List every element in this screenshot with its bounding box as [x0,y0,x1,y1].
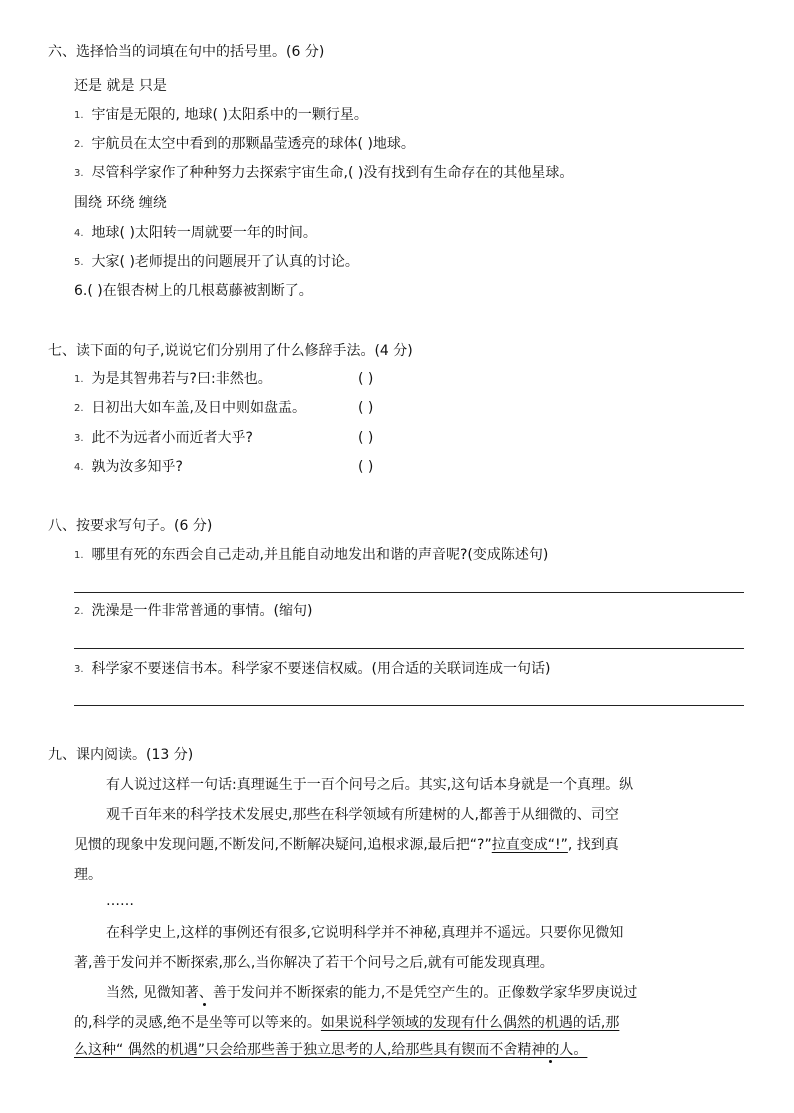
item-text: 大家( )老师提出的问题展开了认真的讨论。 [91,254,359,270]
answer-blank: ( ) [358,430,374,446]
item-text: 科学家不要迷信书本。科学家不要迷信权威。(用合适的关联词连成一句话) [91,661,551,677]
question-6-5 [74,253,359,272]
item-text: 尽管科学家作了种种努力去探索宇宙生命,( )没有找到有生命存在的其他星球。 [91,165,574,181]
passage-line: 理。 [74,867,102,883]
item-text: 此不为远者小而近者大乎? [91,430,253,446]
passage-line: 有人说过这样一句话:真理诞生于一百个问号之后。其实,这句话本身就是一个真理。纵 [106,777,634,793]
section-7-title: 七、读下面的句子,说说它们分别用了什么修辞手法。(4 分) [48,343,413,359]
item-text: 日初出大如车盖,及日中则如盘盂。 [91,400,306,416]
question-7-2 [74,399,306,418]
passage-text: 见惯的现象中发现问题,不断发问,不断解决疑问,追根求源,最后把“?” [74,837,492,853]
question-7-3 [74,429,253,448]
ellipsis: …… [106,893,134,909]
item-number: 5. [74,257,84,268]
answer-blank: ( ) [358,459,374,475]
item-number: 1. [74,374,84,385]
passage-line: 当然, 见微知著、善于发问并不断探索的能力,不是凭空产生的。正像数学家华罗庚说过 [106,985,638,1001]
item-text: 哪里有死的东西会自己走动,并且能自动地发出和谐的声音呢?(变成陈述句) [91,547,549,563]
section-9-title: 九、课内阅读。(13 分) [48,747,194,763]
section-8-title: 八、按要求写句子。(6 分) [48,518,213,534]
item-number: 3. [74,433,84,444]
item-text: 为是其智弗若与?曰:非然也。 [91,371,272,387]
question-6-3 [74,164,573,183]
word-choices-1: 还是 就是 只是 [74,78,167,94]
underlined-text: 么这种“ 偶然的机遇”只会给那些善于独立思考的人,给那些具有锲而不舍精神的人。 [74,1042,588,1058]
passage-line [74,836,619,854]
section-6-title: 六、选择恰当的词填在句中的括号里。(6 分) [48,44,325,60]
underlined-text: 如果说科学领域的发现有什么偶然的机遇的话,那 [320,1015,620,1031]
answer-blank: ( ) [358,371,374,387]
question-8-3 [74,660,550,679]
item-number: 3. [74,168,84,179]
item-text: 宇航员在太空中看到的那颗晶莹透亮的球体( )地球。 [91,136,415,152]
question-6-2 [74,135,415,154]
underlined-text: 拉直变成“!” [491,837,568,853]
passage-text: 的,科学的灵感,绝不是坐等可以等来的。 [74,1015,321,1031]
passage-line: 著,善于发问并不断探索,那么,当你解决了若干个问号之后,就有可能发现真理。 [74,955,554,971]
passage-line: 观千百年来的科学技术发展史,那些在科学领域有所建树的人,都善于从细微的、司空 [106,807,619,823]
question-6-6: 6.( )在银杏树上的几根葛藤被割断了。 [74,283,313,299]
answer-blank: ( ) [358,400,374,416]
passage-text: , 找到真 [567,837,619,853]
emphasis-dot [549,1060,552,1063]
item-number: 3. [74,664,84,675]
question-7-1 [74,370,272,389]
passage-line [74,1014,619,1032]
word-choices-2: 围绕 环绕 缠绕 [74,195,167,211]
item-number: 2. [74,403,84,414]
question-6-4 [74,224,317,243]
item-text: 地球( )太阳转一周就要一年的时间。 [91,225,317,241]
item-number: 1. [74,110,84,121]
question-8-1 [74,546,548,565]
item-text: 孰为汝多知乎? [91,459,183,475]
answer-line [74,648,744,649]
answer-line [74,592,744,593]
emphasis-dot [203,1003,206,1006]
item-text: 宇宙是无限的, 地球( )太阳系中的一颗行星。 [91,107,368,123]
item-text: 洗澡是一件非常普通的事情。(缩句) [91,603,313,619]
answer-line [74,705,744,706]
question-7-4 [74,458,183,477]
item-number: 2. [74,606,84,617]
question-6-1 [74,106,368,125]
item-number: 4. [74,228,84,239]
item-number: 2. [74,139,84,150]
passage-line: 在科学史上,这样的事例还有很多,它说明科学并不神秘,真理并不遥远。只要你见微知 [106,925,624,941]
item-number: 1. [74,550,84,561]
item-number: 4. [74,462,84,473]
question-8-2 [74,602,312,621]
passage-line [74,1041,587,1059]
